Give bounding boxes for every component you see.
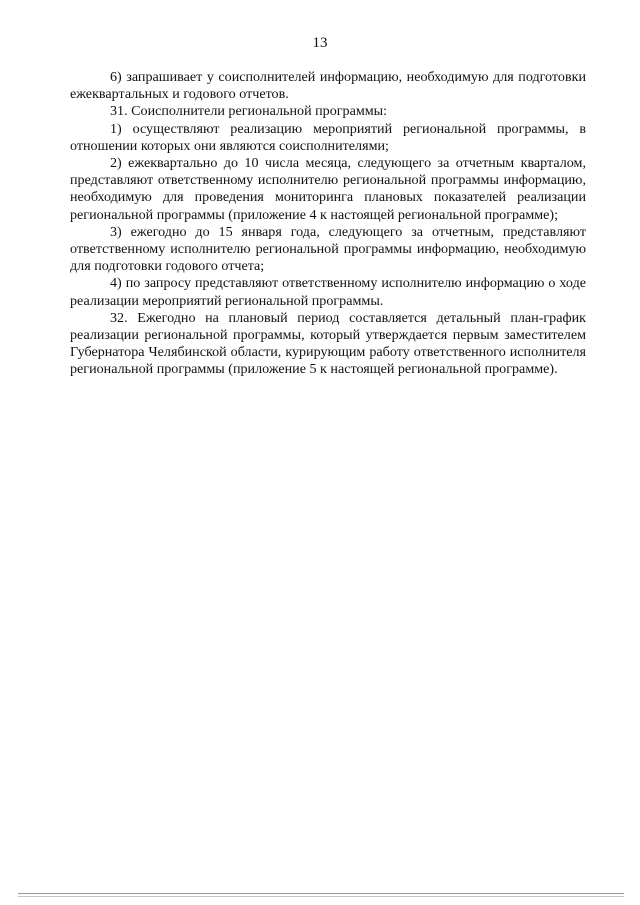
- paragraph-section-32: 32. Ежегодно на плановый период составляется детальный план-график реализации региональной программы, который утверждается первым заместителем Губернатора Челябинской области, курирующим работу ответственного исполнителя региональной программы (приложение 5 к настоящей региональной программе).: [70, 309, 586, 378]
- paragraph-section-31: 31. Соисполнители региональной программы:: [110, 103, 388, 120]
- page-number: 13: [312, 35, 328, 51]
- paragraph-item-2: 2) ежеквартально до 10 числа месяца, следующего за отчетным кварталом, представляют ответственному исполнителю региональной программы информацию, необходимую для проведения мониторинга плановых показателей реализации региональной программы (приложение 4 к настоящей региональной программе);: [70, 155, 586, 223]
- scan-edge-line: [18, 893, 624, 894]
- paragraph-item-4: 4) по запросу представляют ответственному исполнителю информацию о ходе реализации мероприятий региональной программы.: [70, 275, 586, 309]
- paragraph-item-3: 3) ежегодно до 15 января года, следующего за отчетным, представляют ответственному исполнителю региональной программы информацию, необходимую для подготовки годового отчета;: [70, 223, 586, 275]
- scan-edge-line-secondary: [18, 896, 624, 897]
- document-body: [70, 69, 586, 379]
- paragraph-item-6: 6) запрашивает у соисполнителей информацию, необходимую для подготовки ежеквартальных и годового отчетов.: [70, 69, 586, 103]
- paragraph-item-1: 1) осуществляют реализацию мероприятий региональной программы, в отношении которых они являются соисполнителями;: [70, 120, 586, 154]
